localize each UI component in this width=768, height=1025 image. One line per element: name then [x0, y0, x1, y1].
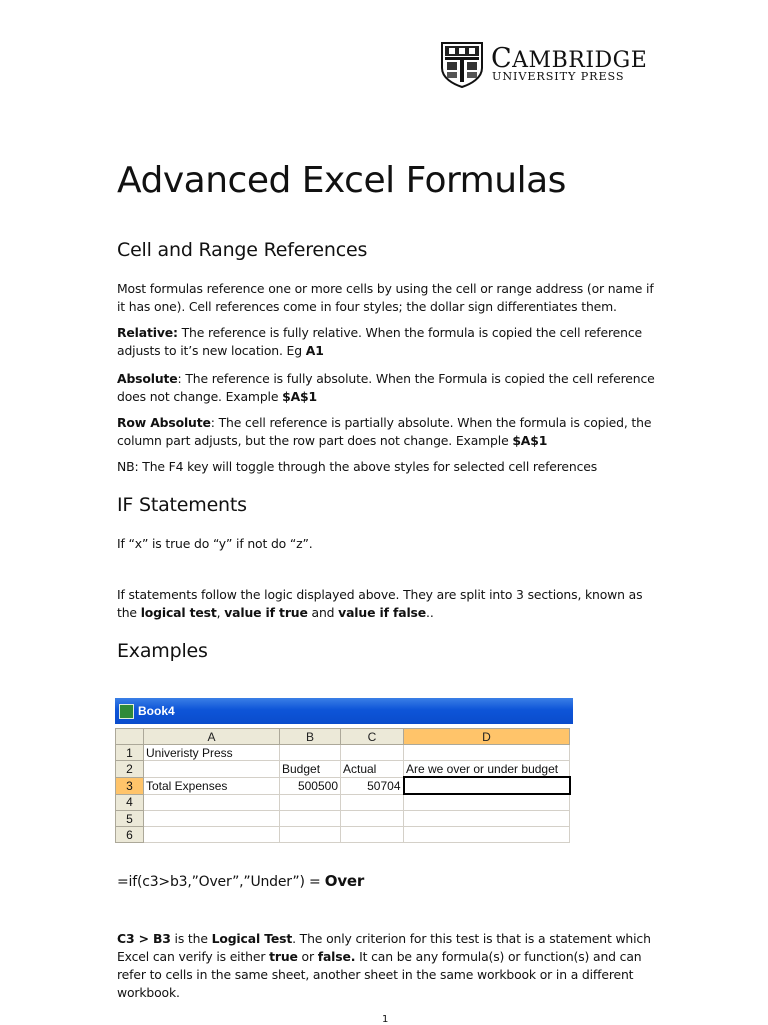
absolute-paragraph: Absolute: The reference is fully absolute. When the Formula is copied the cell reference does not change. Example $A$1	[117, 371, 655, 404]
spreadsheet-grid	[115, 728, 571, 843]
column-header-d[interactable]: D	[404, 729, 570, 745]
excel-icon	[119, 704, 134, 719]
heading-examples: Examples	[117, 640, 208, 662]
crest-icon	[441, 42, 483, 88]
page-number: 1	[382, 1014, 389, 1025]
table-row	[116, 745, 570, 761]
column-header-a[interactable]: A	[144, 729, 280, 745]
cell[interactable]	[404, 827, 570, 843]
column-header-c[interactable]: C	[341, 729, 404, 745]
cell[interactable]: Budget	[280, 761, 341, 778]
cell[interactable]	[144, 827, 280, 843]
cell[interactable]	[280, 811, 341, 827]
if-logic-line: If “x” is true do “y” if not do “z”.	[117, 536, 313, 551]
select-all-corner[interactable]	[116, 729, 144, 745]
cell[interactable]	[404, 745, 570, 761]
cell[interactable]	[280, 794, 341, 811]
table-row	[116, 761, 570, 778]
cell[interactable]: 50704	[341, 777, 404, 794]
table-row	[116, 777, 570, 794]
cell[interactable]	[280, 827, 341, 843]
cell[interactable]	[341, 811, 404, 827]
relative-paragraph: Relative: The reference is fully relative. When the formula is copied the cell reference adjusts to it’s new location. Eg A1	[117, 325, 642, 358]
cell[interactable]	[404, 811, 570, 827]
document-title: Advanced Excel Formulas	[117, 160, 566, 201]
nb-paragraph: NB: The F4 key will toggle through the above styles for selected cell references	[117, 459, 598, 474]
cell[interactable]: Actual	[341, 761, 404, 778]
intro-paragraph: Most formulas reference one or more cells by using the cell or range address (or name if it has one). Cell references come in four styles; the dollar sign differentiates them.	[117, 281, 654, 314]
column-header-row	[116, 729, 570, 745]
spreadsheet-screenshot	[115, 698, 573, 842]
heading-cell-range-references: Cell and Range References	[117, 239, 368, 261]
column-header-b[interactable]: B	[280, 729, 341, 745]
cell[interactable]: Are we over or under budget	[404, 761, 570, 778]
row-header[interactable]: 4	[116, 794, 144, 811]
row-header[interactable]: 6	[116, 827, 144, 843]
cell[interactable]: 500500	[280, 777, 341, 794]
spreadsheet-titlebar	[115, 698, 573, 724]
cell[interactable]	[144, 761, 280, 778]
cell[interactable]	[144, 811, 280, 827]
heading-if-statements: IF Statements	[117, 494, 247, 516]
row-header[interactable]: 2	[116, 761, 144, 778]
cell[interactable]	[404, 794, 570, 811]
logical-test-paragraph: C3 > B3 is the Logical Test. The only criterion for this test is that is a statement which Excel can verify is either true or false. It can be any formula(s) or function(s) and can refer to cells in the same sheet, another sheet in the same workbook or in a different workbook.	[117, 931, 651, 1000]
university-press-wordmark: UNIVERSITY PRESS	[492, 70, 625, 83]
row-header[interactable]: 3	[116, 777, 144, 794]
table-row	[116, 827, 570, 843]
cell[interactable]	[341, 794, 404, 811]
cell[interactable]	[341, 745, 404, 761]
row-header[interactable]: 1	[116, 745, 144, 761]
cell[interactable]	[280, 745, 341, 761]
table-row	[116, 811, 570, 827]
active-cell[interactable]	[404, 777, 570, 794]
row-header[interactable]: 5	[116, 811, 144, 827]
cell[interactable]	[341, 827, 404, 843]
cell[interactable]	[144, 794, 280, 811]
if-explanation-paragraph: If statements follow the logic displayed above. They are split into 3 sections, known as the logical test, value if true and value if false..	[117, 587, 643, 620]
cell[interactable]: Univeristy Press	[144, 745, 280, 761]
window-title: Book4	[138, 704, 175, 718]
cambridge-wordmark: CAMBRIDGE	[491, 43, 648, 74]
formula-example: =if(c3>b3,”Over”,”Under”) = Over	[117, 872, 365, 890]
table-row	[116, 794, 570, 811]
cell[interactable]: Total Expenses	[144, 777, 280, 794]
row-absolute-paragraph: Row Absolute: The cell reference is partially absolute. When the formula is copied, the column part adjusts, but the row part does not change. Example $A$1	[117, 415, 652, 448]
cambridge-logo	[441, 42, 657, 90]
